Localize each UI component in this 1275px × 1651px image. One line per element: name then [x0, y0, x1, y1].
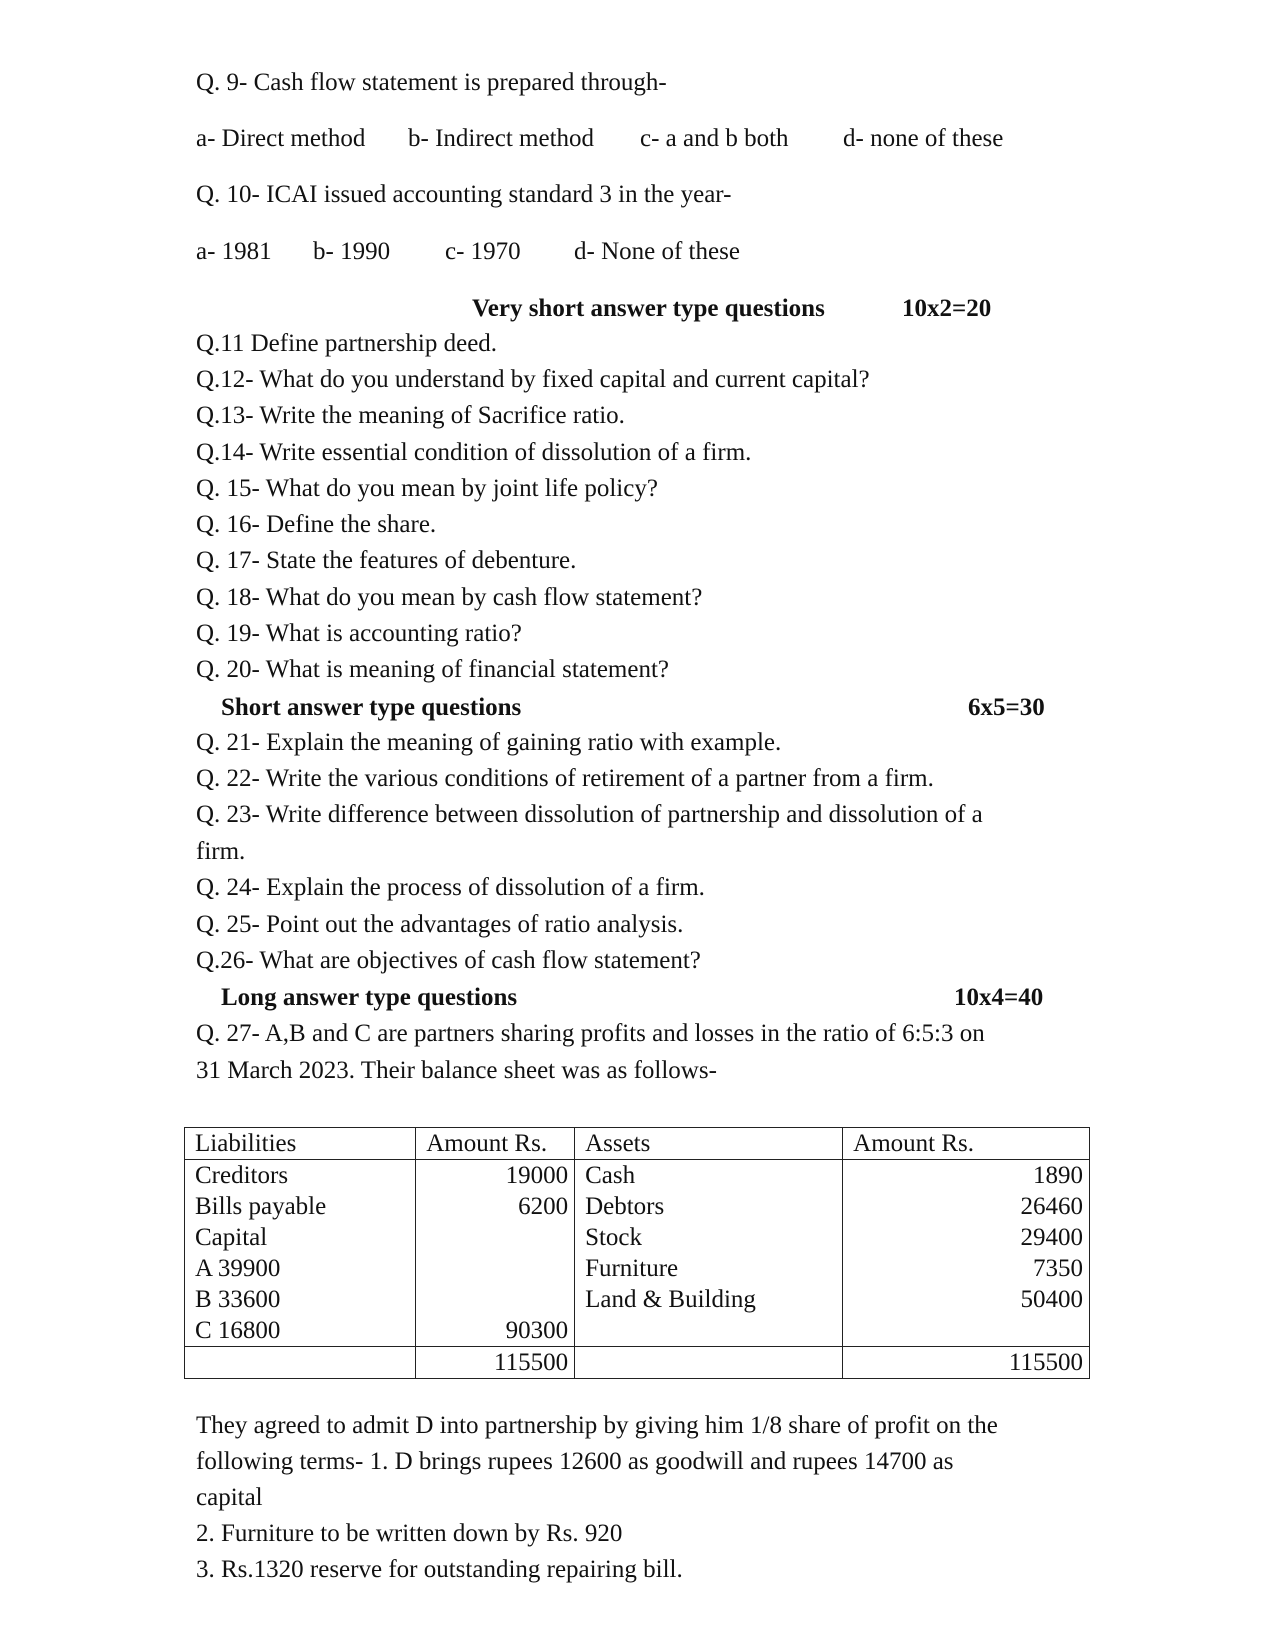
table-total-row	[185, 1347, 1090, 1379]
long-heading: Long answer type questions	[221, 984, 518, 1011]
question-17: Q. 17- State the features of debenture.	[196, 547, 577, 574]
question-13: Q.13- Write the meaning of Sacrifice ratio.	[196, 402, 625, 429]
liability-cell: Bills payable	[185, 1191, 416, 1222]
asset-amount-cell: 50400	[843, 1284, 1090, 1315]
liability-amount-cell	[416, 1253, 575, 1284]
question-27-line2: 31 March 2023. Their balance sheet was as follows-	[196, 1057, 717, 1084]
table-header-row	[185, 1128, 1090, 1160]
liability-cell: Capital	[185, 1222, 416, 1253]
q10-option-a: a- 1981	[196, 238, 272, 265]
question-26: Q.26- What are objectives of cash flow statement?	[196, 947, 701, 974]
total-liabilities: 115500	[416, 1347, 575, 1379]
liability-amount-cell: 6200	[416, 1191, 575, 1222]
short-heading: Short answer type questions	[221, 694, 522, 721]
liability-amount-cell: 19000	[416, 1160, 575, 1192]
header-amount-liabilities: Amount Rs.	[416, 1128, 575, 1160]
question-11: Q.11 Define partnership deed.	[196, 330, 498, 357]
short-marks: 6x5=30	[968, 694, 1045, 721]
terms-line1: They agreed to admit D into partnership by giving him 1/8 share of profit on the	[196, 1412, 998, 1439]
balance-sheet-table	[184, 1127, 1090, 1379]
question-27-line1: Q. 27- A,B and C are partners sharing profits and losses in the ratio of 6:5:3 on	[196, 1020, 985, 1047]
liability-cell: B 33600	[185, 1284, 416, 1315]
question-22: Q. 22- Write the various conditions of retirement of a partner from a firm.	[196, 765, 934, 792]
total-assets-label-cell	[575, 1347, 843, 1379]
asset-cell: Land & Building	[575, 1284, 843, 1315]
header-liabilities: Liabilities	[185, 1128, 416, 1160]
q9-option-a: a- Direct method	[196, 125, 366, 152]
question-25: Q. 25- Point out the advantages of ratio analysis.	[196, 911, 684, 938]
header-amount-assets: Amount Rs.	[843, 1128, 1090, 1160]
asset-amount-cell: 7350	[843, 1253, 1090, 1284]
q10-option-c: c- 1970	[445, 238, 521, 265]
question-18: Q. 18- What do you mean by cash flow statement?	[196, 584, 703, 611]
asset-amount-cell	[843, 1315, 1090, 1347]
liability-cell: A 39900	[185, 1253, 416, 1284]
table-row	[185, 1191, 1090, 1222]
question-23-cont: firm.	[196, 838, 246, 865]
asset-amount-cell: 26460	[843, 1191, 1090, 1222]
asset-cell: Debtors	[575, 1191, 843, 1222]
asset-amount-cell: 29400	[843, 1222, 1090, 1253]
total-assets: 115500	[843, 1347, 1090, 1379]
liability-amount-cell: 90300	[416, 1315, 575, 1347]
table-row	[185, 1160, 1090, 1192]
long-marks: 10x4=40	[954, 984, 1044, 1011]
asset-cell	[575, 1315, 843, 1347]
liability-cell: C 16800	[185, 1315, 416, 1347]
table-row	[185, 1253, 1090, 1284]
q10-option-d: d- None of these	[574, 238, 740, 265]
question-12: Q.12- What do you understand by fixed capital and current capital?	[196, 366, 870, 393]
question-21: Q. 21- Explain the meaning of gaining ratio with example.	[196, 729, 782, 756]
liability-cell: Creditors	[185, 1160, 416, 1192]
table-row	[185, 1315, 1090, 1347]
asset-cell: Stock	[575, 1222, 843, 1253]
question-14: Q.14- Write essential condition of dissolution of a firm.	[196, 439, 752, 466]
q10-option-b: b- 1990	[313, 238, 391, 265]
question-16: Q. 16- Define the share.	[196, 511, 437, 538]
asset-amount-cell: 1890	[843, 1160, 1090, 1192]
q9-option-b: b- Indirect method	[408, 125, 595, 152]
very-short-marks: 10x2=20	[902, 295, 992, 322]
table-row	[185, 1284, 1090, 1315]
total-label-cell	[185, 1347, 416, 1379]
question-15: Q. 15- What do you mean by joint life policy?	[196, 475, 658, 502]
terms-item-3: 3. Rs.1320 reserve for outstanding repairing bill.	[196, 1556, 683, 1583]
question-20: Q. 20- What is meaning of financial statement?	[196, 656, 669, 683]
table-row	[185, 1222, 1090, 1253]
asset-cell: Cash	[575, 1160, 843, 1192]
question-10: Q. 10- ICAI issued accounting standard 3 in the year-	[196, 181, 732, 208]
q9-option-c: c- a and b both	[640, 125, 789, 152]
q9-option-d: d- none of these	[843, 125, 1004, 152]
question-23: Q. 23- Write difference between dissolution of partnership and dissolution of a	[196, 801, 983, 828]
header-assets: Assets	[575, 1128, 843, 1160]
question-9: Q. 9- Cash flow statement is prepared through-	[196, 69, 667, 96]
very-short-heading: Very short answer type questions	[472, 295, 825, 322]
asset-cell: Furniture	[575, 1253, 843, 1284]
liability-amount-cell	[416, 1222, 575, 1253]
liability-amount-cell	[416, 1284, 575, 1315]
terms-item-2: 2. Furniture to be written down by Rs. 920	[196, 1520, 623, 1547]
terms-line2: following terms- 1. D brings rupees 12600 as goodwill and rupees 14700 as	[196, 1448, 954, 1475]
terms-line3: capital	[196, 1484, 263, 1511]
question-24: Q. 24- Explain the process of dissolution of a firm.	[196, 874, 705, 901]
question-19: Q. 19- What is accounting ratio?	[196, 620, 522, 647]
